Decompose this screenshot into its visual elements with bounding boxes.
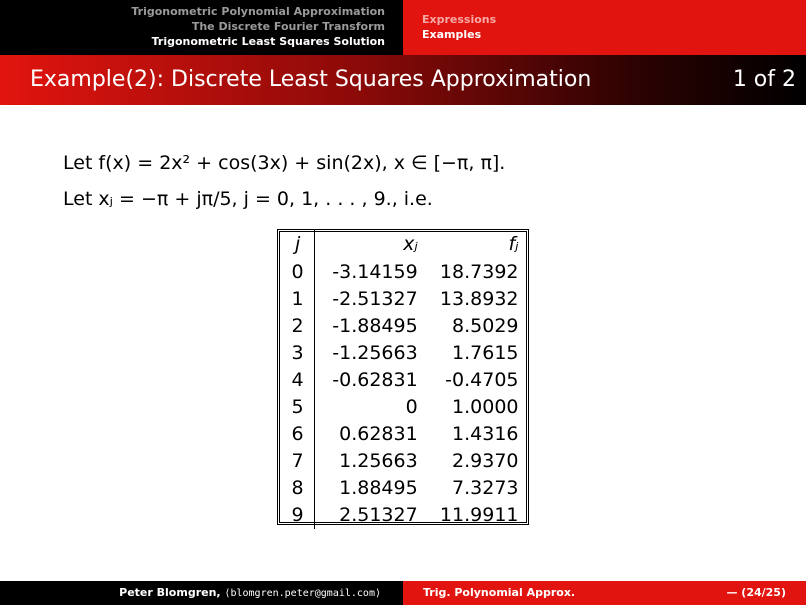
nav-section-trig-poly-approx[interactable]: Trigonometric Polynomial Approximation <box>131 5 385 18</box>
cell-fj: 7.3273 <box>452 477 519 499</box>
nav-subsection-expressions[interactable]: Expressions <box>422 13 497 26</box>
author-email: ⟨blomgren.peter@gmail.com⟩ <box>224 588 381 599</box>
cell-xj: -1.25663 <box>332 342 418 364</box>
cell-fj: 11.9911 <box>439 504 519 526</box>
footer-author-box <box>0 581 403 605</box>
cell-fj: 8.5029 <box>452 315 519 337</box>
table-row <box>281 313 525 340</box>
table-row <box>281 259 525 286</box>
column-header-xj: xⱼ <box>403 233 418 255</box>
column-header-fj: fⱼ <box>508 233 519 255</box>
cell-j: 5 <box>281 394 315 421</box>
subsection-navigation <box>403 0 806 55</box>
table-row <box>281 475 525 502</box>
sample-points-definition: Let xⱼ = −π + jπ/5, j = 0, 1, . . . , 9., i.e. <box>63 188 433 210</box>
cell-xj: 2.51327 <box>339 504 418 526</box>
cell-fj: 18.7392 <box>439 261 519 283</box>
cell-xj: 0 <box>405 396 418 418</box>
cell-j: 7 <box>281 448 315 475</box>
cell-fj: -0.4705 <box>445 369 519 391</box>
table-row <box>281 394 525 421</box>
page-number: — (24/25) <box>726 586 786 599</box>
column-header-j: j <box>281 230 315 259</box>
author-name: Peter Blomgren, <box>119 586 221 599</box>
cell-j: 3 <box>281 340 315 367</box>
frame-counter: 1 of 2 <box>732 67 796 92</box>
cell-fj: 1.7615 <box>452 342 519 364</box>
function-definition: Let f(x) = 2x² + cos(3x) + sin(2x), x ∈ [−π, π]. <box>63 152 506 174</box>
cell-xj: -1.88495 <box>332 315 418 337</box>
cell-xj: 1.25663 <box>339 450 418 472</box>
cell-j: 0 <box>281 259 315 286</box>
footer <box>0 581 806 605</box>
cell-xj: -3.14159 <box>332 261 418 283</box>
cell-fj: 2.9370 <box>452 450 519 472</box>
presentation-short-title: Trig. Polynomial Approx. <box>423 586 576 599</box>
table-row <box>281 502 525 529</box>
nav-section-trig-least-squares[interactable]: Trigonometric Least Squares Solution <box>151 35 385 48</box>
table-row <box>281 421 525 448</box>
footer-title-box <box>403 581 806 605</box>
header <box>0 0 806 55</box>
nav-subsection-examples[interactable]: Examples <box>422 28 482 41</box>
values-table <box>281 230 525 529</box>
cell-xj: 1.88495 <box>339 477 418 499</box>
table-row <box>281 448 525 475</box>
cell-fj: 13.8932 <box>439 288 519 310</box>
cell-fj: 1.0000 <box>452 396 519 418</box>
cell-xj: 0.62831 <box>339 423 418 445</box>
cell-j: 9 <box>281 502 315 529</box>
cell-xj: -0.62831 <box>332 369 418 391</box>
cell-fj: 1.4316 <box>452 423 519 445</box>
table-row <box>281 367 525 394</box>
cell-xj: -2.51327 <box>332 288 418 310</box>
frame-title: Example(2): Discrete Least Squares Approximation <box>30 67 592 92</box>
table-row <box>281 340 525 367</box>
cell-j: 8 <box>281 475 315 502</box>
table-header-row <box>281 230 525 259</box>
cell-j: 1 <box>281 286 315 313</box>
nav-section-discrete-fourier[interactable]: The Discrete Fourier Transform <box>191 20 385 33</box>
cell-j: 4 <box>281 367 315 394</box>
cell-j: 2 <box>281 313 315 340</box>
cell-j: 6 <box>281 421 315 448</box>
section-navigation <box>0 0 403 55</box>
table-body <box>281 259 525 529</box>
data-table <box>277 229 529 525</box>
table-row <box>281 286 525 313</box>
